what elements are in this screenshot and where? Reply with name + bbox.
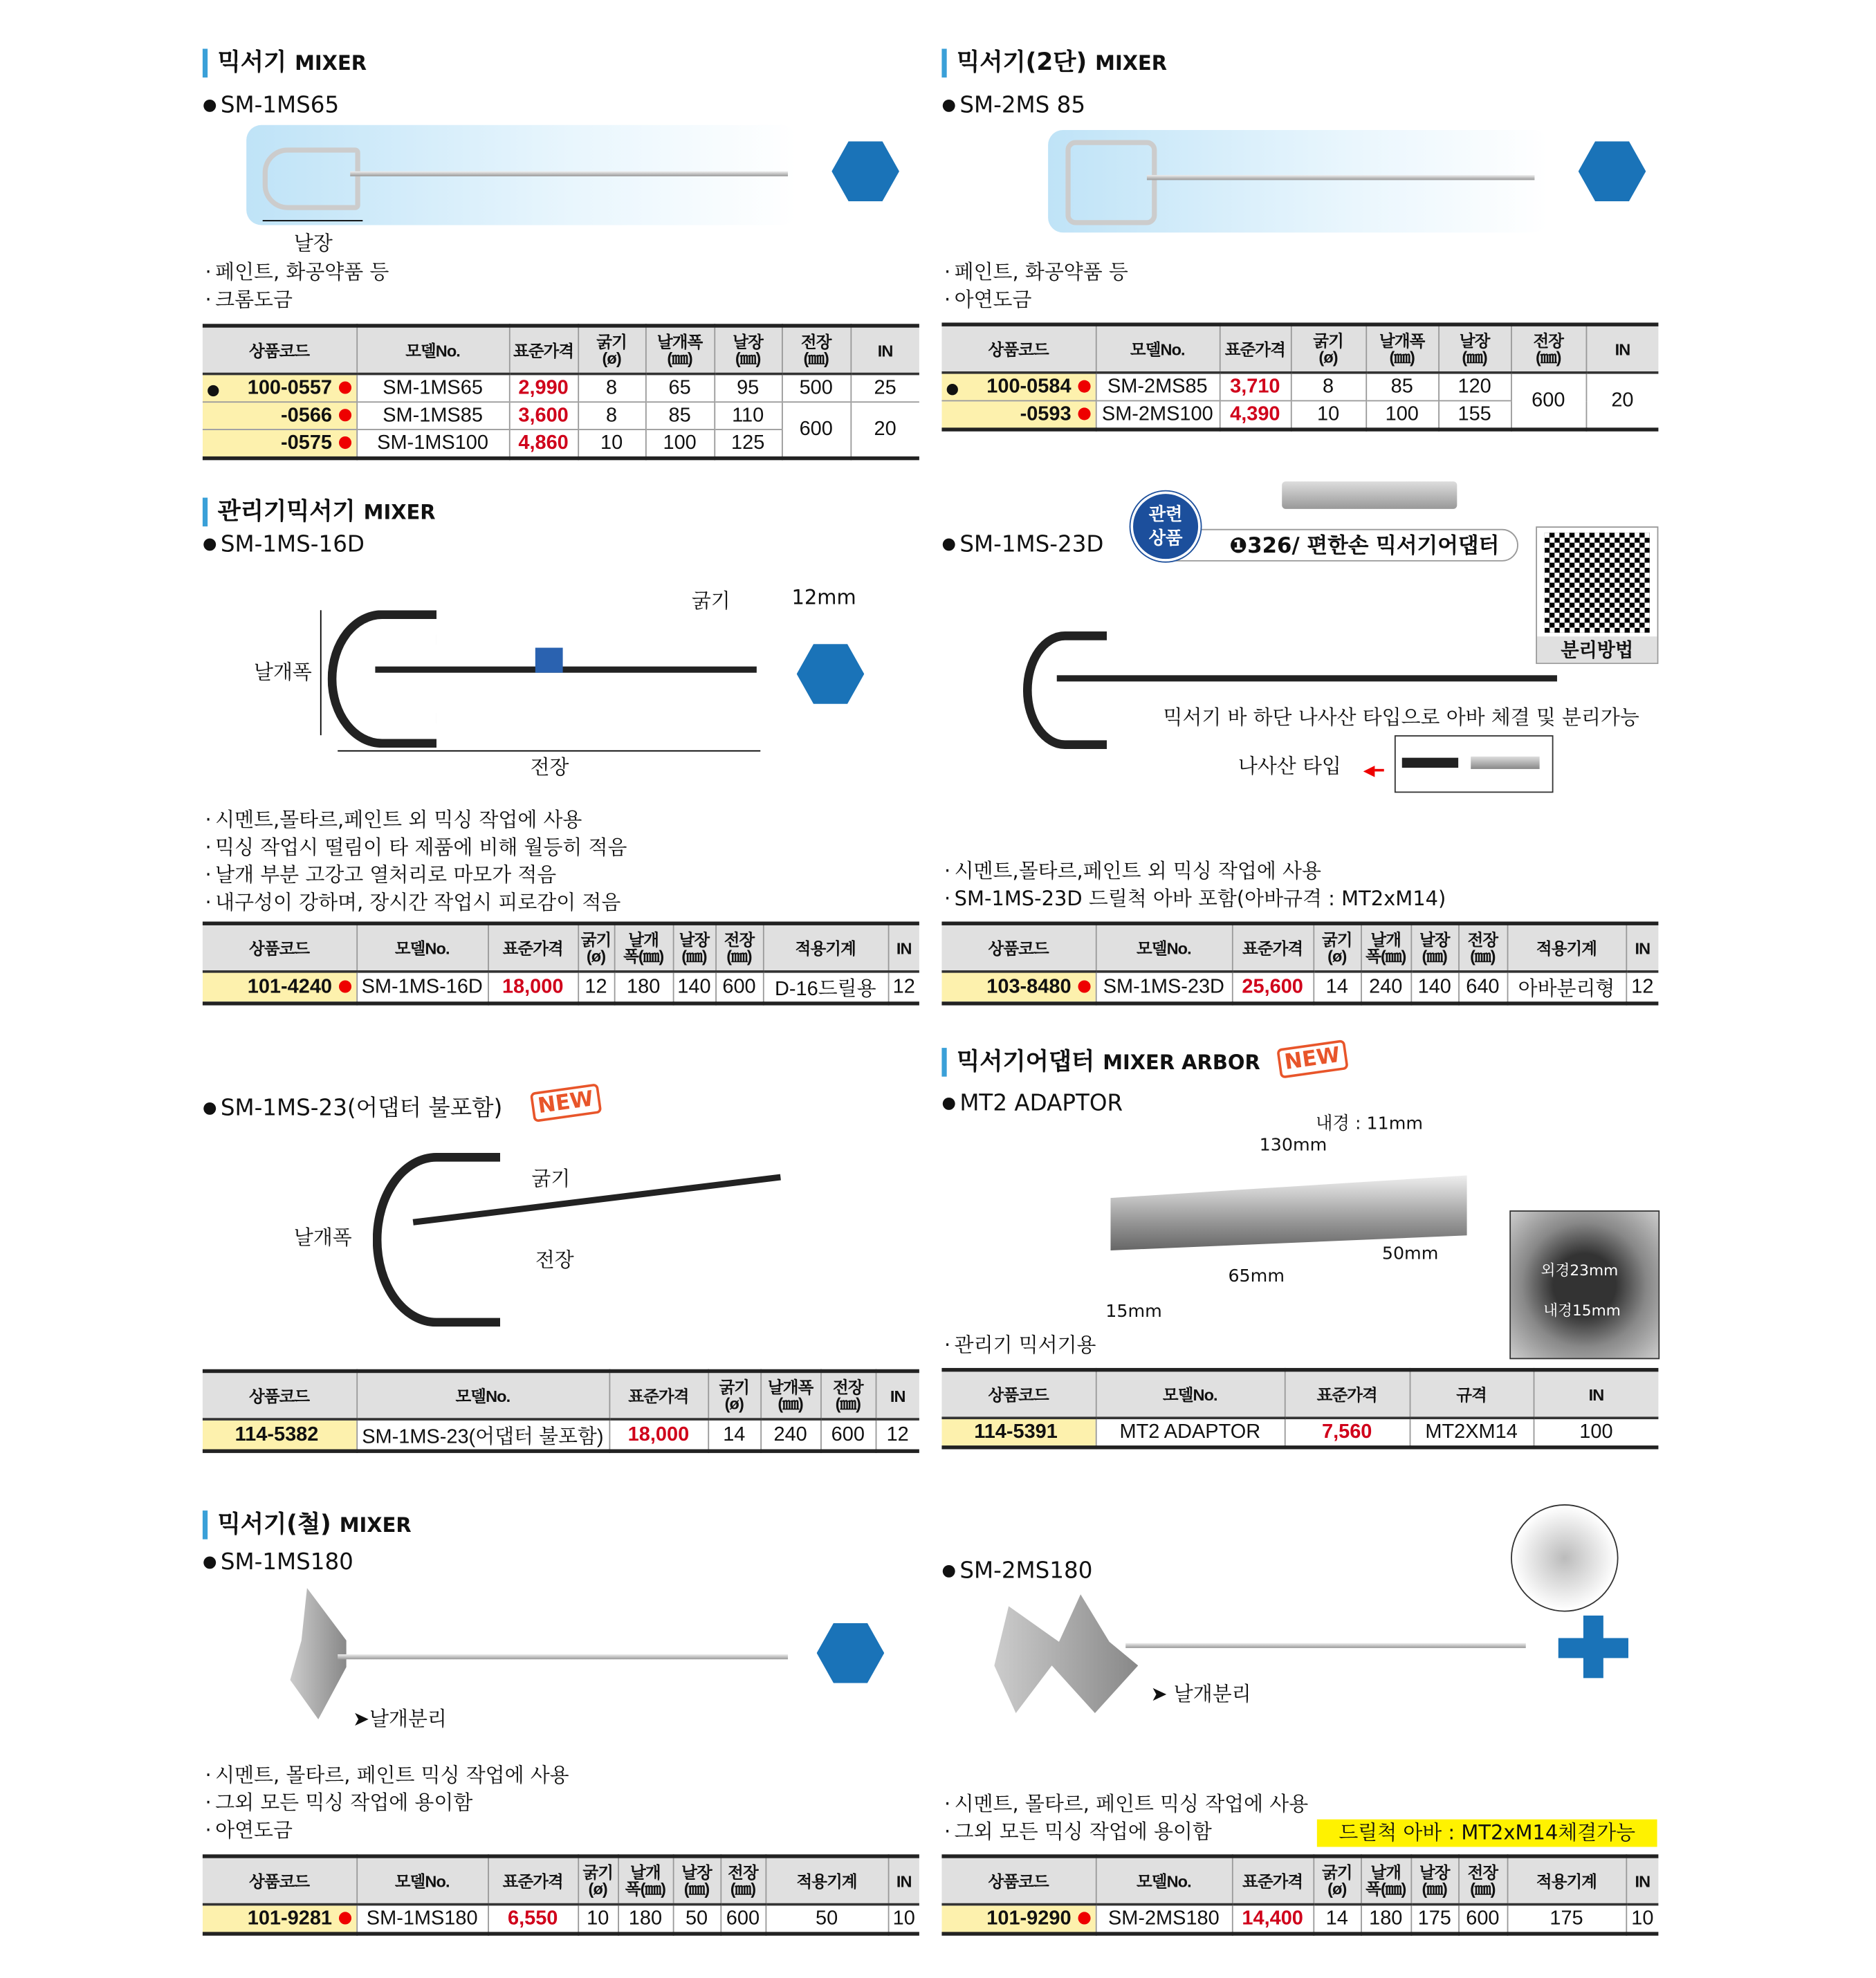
column-header: 모델No. bbox=[1096, 324, 1220, 373]
related-product-link[interactable]: ❶326/ 편한손 믹서기어댑터 bbox=[1176, 529, 1518, 562]
column-header: 상품코드 bbox=[203, 1856, 356, 1905]
table-cell: 8 bbox=[578, 402, 645, 429]
mixer-blade-image bbox=[1065, 140, 1157, 225]
description-text: 믹서기 바 하단 나사산 타입으로 아바 체결 및 분리가능 bbox=[1163, 705, 1639, 730]
product-label-sticker bbox=[535, 648, 563, 673]
product-code-cell bbox=[203, 1419, 356, 1451]
column-header: 날장 (㎜) bbox=[1438, 324, 1511, 373]
mixer-blade-image bbox=[994, 1594, 1138, 1713]
feature-list: · 시멘트, 몰타르, 페인트 믹싱 작업에 사용 · 그외 모든 믹싱 작업에 용이함 · 아연도금 bbox=[205, 1762, 569, 1844]
table-cell: 아바분리형 bbox=[1507, 972, 1626, 1004]
thread-detail-image bbox=[1395, 735, 1554, 793]
price-cell: 2,990 bbox=[509, 374, 578, 403]
table-cell: 120 bbox=[1438, 373, 1511, 401]
hexagon-shank-icon bbox=[817, 1623, 885, 1683]
thickness-label: 굵기 bbox=[691, 589, 730, 613]
column-header: 표준가격 bbox=[509, 326, 578, 374]
table-cell: 100 bbox=[645, 429, 714, 459]
stock-dot-icon bbox=[1078, 407, 1090, 420]
product-code: 103-8480 bbox=[986, 976, 1072, 997]
mixer-blade-image bbox=[263, 147, 360, 210]
table-cell: 14 bbox=[1313, 1905, 1361, 1934]
table-cell: 10 bbox=[1291, 400, 1365, 429]
table-row bbox=[941, 1418, 1658, 1447]
table-cell: SM-1MS-23(어댑터 불포함) bbox=[356, 1419, 609, 1451]
price-cell: 6,550 bbox=[488, 1905, 578, 1934]
column-header: 날장 (㎜) bbox=[673, 923, 715, 972]
spec-table-sm-2ms180 bbox=[941, 1854, 1658, 1936]
column-header: 모델No. bbox=[356, 923, 488, 972]
table-cell: 85 bbox=[1365, 373, 1438, 401]
model-name: ● MT2 ADAPTOR bbox=[941, 1091, 1123, 1117]
mixer-rod-image bbox=[1057, 675, 1557, 681]
column-header: 날개폭 (㎜) bbox=[645, 326, 714, 374]
qr-label: 분리방법 bbox=[1537, 636, 1657, 663]
price-cell: 3,600 bbox=[509, 402, 578, 429]
table-cell: 10 bbox=[578, 1905, 618, 1934]
price-cell: 4,860 bbox=[509, 429, 578, 459]
column-header: 굵기 (ø) bbox=[708, 1371, 760, 1419]
product-code-cell bbox=[941, 373, 1095, 401]
table-cell: 100 bbox=[1365, 400, 1438, 429]
column-header: 전장 (㎜) bbox=[720, 1856, 765, 1905]
column-header: 모델No. bbox=[356, 326, 509, 374]
column-header: 전장 (㎜) bbox=[1511, 324, 1585, 373]
table-header-row bbox=[941, 923, 1658, 972]
table-cell: D-16드릴용 bbox=[763, 972, 888, 1004]
mixer-rod-image bbox=[1147, 175, 1534, 180]
column-header: 날장 (㎜) bbox=[673, 1856, 721, 1905]
table-cell: SM-2MS100 bbox=[1096, 400, 1220, 429]
table-row bbox=[203, 374, 919, 403]
dimension-line bbox=[263, 220, 363, 221]
adapter-image bbox=[1111, 1176, 1467, 1250]
column-header: 굵기 (ø) bbox=[578, 923, 614, 972]
feature-list: · 시멘트, 몰타르, 페인트 믹싱 작업에 사용 · 그외 모든 믹싱 작업에 용이함 bbox=[944, 1791, 1308, 1846]
table-cell: 85 bbox=[645, 402, 714, 429]
column-header: 상품코드 bbox=[203, 326, 356, 374]
table-cell: 20 bbox=[1586, 373, 1659, 429]
table-cell: SM-1MS-16D bbox=[356, 972, 488, 1004]
section-title-mixer-2stage: 믹서기(2단) MIXER bbox=[941, 49, 1167, 78]
column-header: 상품코드 bbox=[941, 923, 1095, 972]
column-header: IN bbox=[888, 923, 919, 972]
table-cell: 20 bbox=[850, 402, 919, 458]
column-header: 전장 (㎜) bbox=[782, 326, 850, 374]
table-cell: SM-1MS65 bbox=[356, 374, 509, 403]
product-code: 101-4240 bbox=[247, 976, 333, 997]
dimension-line bbox=[320, 610, 322, 735]
column-header: IN bbox=[1626, 923, 1658, 972]
table-cell: SM-1MS100 bbox=[356, 429, 509, 459]
blade-separation-label: ➤날개분리 bbox=[352, 1706, 447, 1731]
price-cell: 7,560 bbox=[1285, 1418, 1410, 1447]
mixer-rod-image bbox=[338, 1654, 788, 1659]
table-header-row bbox=[203, 1371, 919, 1419]
product-code: -0593 bbox=[1020, 403, 1072, 425]
product-code-cell bbox=[203, 429, 356, 459]
qr-code-image bbox=[1545, 533, 1650, 633]
table-cell: 50 bbox=[673, 1905, 721, 1934]
table-row bbox=[203, 972, 919, 1004]
product-code: 100-0557 bbox=[247, 377, 333, 398]
table-cell: 240 bbox=[760, 1419, 820, 1451]
blade-separation-label: ➤ 날개분리 bbox=[1150, 1681, 1251, 1706]
stock-dot-icon bbox=[1078, 980, 1090, 992]
table-cell: 600 bbox=[715, 972, 763, 1004]
product-code: 114-5391 bbox=[974, 1421, 1058, 1443]
total-length-label: 전장 bbox=[530, 755, 569, 779]
column-header: IN bbox=[888, 1856, 919, 1905]
drill-chuck-note: 드릴척 아바 : MT2xM14체결가능 bbox=[1317, 1820, 1657, 1847]
column-header: 모델No. bbox=[356, 1371, 609, 1419]
column-header: IN bbox=[876, 1371, 919, 1419]
hexagon-shank-icon bbox=[831, 141, 899, 201]
wing-width-label: 날개폭 bbox=[293, 1225, 352, 1250]
column-header: 표준가격 bbox=[488, 1856, 578, 1905]
hexagon-shank-icon bbox=[1579, 141, 1646, 201]
stock-dot-icon bbox=[338, 1912, 351, 1924]
product-code-cell bbox=[203, 402, 356, 429]
hexagon-shank-icon bbox=[797, 644, 865, 704]
adapter-image bbox=[1282, 481, 1457, 509]
table-cell: MT2 ADAPTOR bbox=[1096, 1418, 1285, 1447]
table-row bbox=[203, 402, 919, 429]
column-header: 날개폭 (㎜) bbox=[760, 1371, 820, 1419]
outer-diameter-label: 외경23mm bbox=[1541, 1261, 1619, 1279]
table-cell: 155 bbox=[1438, 400, 1511, 429]
feature-list: · 관리기 믹서기용 bbox=[944, 1332, 1096, 1360]
price-cell: 25,600 bbox=[1232, 972, 1314, 1004]
length-65-label: 65mm bbox=[1228, 1266, 1285, 1287]
table-cell: 12 bbox=[578, 972, 614, 1004]
thread-type-label: 나사산 타입 bbox=[1238, 754, 1341, 778]
product-code-cell bbox=[203, 972, 356, 1004]
feature-list: · 페인트, 화공약품 등 · 아연도금 bbox=[944, 259, 1128, 314]
spec-table-sm-1ms180 bbox=[203, 1854, 919, 1936]
new-badge: NEW bbox=[1276, 1039, 1348, 1079]
table-cell: 140 bbox=[673, 972, 715, 1004]
new-badge: NEW bbox=[530, 1083, 602, 1122]
spec-table-mt2-adaptor bbox=[941, 1368, 1658, 1450]
column-header: 적용기계 bbox=[1507, 923, 1626, 972]
column-header: 표준가격 bbox=[488, 923, 578, 972]
table-cell: SM-2MS85 bbox=[1096, 373, 1220, 401]
column-header: 굵기 (ø) bbox=[578, 326, 645, 374]
product-code: 101-9290 bbox=[986, 1907, 1072, 1929]
mixer-blade-image bbox=[1023, 631, 1107, 749]
product-code: 114-5382 bbox=[234, 1423, 319, 1445]
spec-table-sm-2ms bbox=[941, 322, 1658, 431]
spec-table-sm-1ms-23 bbox=[203, 1369, 919, 1453]
table-row bbox=[941, 373, 1658, 401]
stock-dot-icon bbox=[338, 980, 351, 992]
column-header: 날개 폭(㎜) bbox=[614, 923, 673, 972]
table-header-row bbox=[203, 326, 919, 374]
column-header: 적용기계 bbox=[1507, 1856, 1626, 1905]
related-product-badge: 관련 상품 bbox=[1130, 492, 1200, 562]
feature-list: · 시멘트,몰타르,페인트 외 믹싱 작업에 사용 · SM-1MS-23D 드릴척 아바 포함(아바규격 : MT2xM14) bbox=[944, 858, 1446, 913]
new-item-dot-icon bbox=[208, 385, 219, 396]
mixer-blade-image bbox=[328, 610, 436, 748]
column-header: 굵기 (ø) bbox=[578, 1856, 618, 1905]
table-cell: SM-1MS-23D bbox=[1096, 972, 1232, 1004]
table-header-row bbox=[203, 1856, 919, 1905]
model-name: ● SM-1MS65 bbox=[203, 93, 339, 119]
qr-code-box[interactable] bbox=[1536, 526, 1658, 664]
table-row bbox=[203, 1419, 919, 1451]
table-cell: MT2XM14 bbox=[1410, 1418, 1534, 1447]
column-header: 날개 폭(㎜) bbox=[618, 1856, 673, 1905]
inner-diameter-label: 내경 : 11mm bbox=[1316, 1113, 1424, 1134]
column-header: 전장 (㎜) bbox=[1458, 1856, 1507, 1905]
table-cell: 12 bbox=[876, 1419, 919, 1451]
column-header: 날장 (㎜) bbox=[1410, 1856, 1458, 1905]
column-header: 전장 (㎜) bbox=[715, 923, 763, 972]
column-header: 규격 bbox=[1410, 1370, 1534, 1418]
table-cell: 140 bbox=[1410, 972, 1458, 1004]
model-name: ● SM-1MS-23D bbox=[941, 531, 1103, 557]
section-title-mixer: 믹서기 MIXER bbox=[203, 49, 367, 78]
table-cell: 600 bbox=[720, 1905, 765, 1934]
column-header: 표준가격 bbox=[1285, 1370, 1410, 1418]
product-code: 101-9281 bbox=[247, 1907, 333, 1929]
table-cell: 12 bbox=[888, 972, 919, 1004]
column-header: 모델No. bbox=[1096, 1370, 1285, 1418]
table-cell: SM-1MS180 bbox=[356, 1905, 488, 1934]
table-cell: 125 bbox=[714, 429, 782, 459]
thickness-label: 굵기 bbox=[531, 1166, 571, 1191]
table-cell: 600 bbox=[782, 402, 850, 458]
mixer-rod-image bbox=[1125, 1643, 1526, 1648]
table-cell: 14 bbox=[708, 1419, 760, 1451]
price-cell: 3,710 bbox=[1220, 373, 1291, 401]
column-header: 모델No. bbox=[356, 1856, 488, 1905]
hex-size-label: 12mm bbox=[791, 585, 856, 609]
column-header: 상품코드 bbox=[203, 923, 356, 972]
table-cell: 10 bbox=[578, 429, 645, 459]
column-header: 상품코드 bbox=[941, 324, 1095, 373]
table-cell: SM-1MS85 bbox=[356, 402, 509, 429]
table-cell: 180 bbox=[1361, 1905, 1410, 1934]
table-row bbox=[941, 1905, 1658, 1934]
total-length-label: 전장 bbox=[535, 1248, 574, 1272]
table-cell: 10 bbox=[1626, 1905, 1658, 1934]
price-cell: 18,000 bbox=[488, 972, 578, 1004]
column-header: 날개 폭(㎜) bbox=[1361, 1856, 1410, 1905]
column-header: 표준가격 bbox=[1220, 324, 1291, 373]
model-name: ● SM-1MS-16D bbox=[203, 531, 365, 557]
column-header: 굵기 (ø) bbox=[1313, 1856, 1361, 1905]
table-cell: 65 bbox=[645, 374, 714, 403]
stock-dot-icon bbox=[338, 381, 351, 394]
product-code-cell bbox=[941, 972, 1095, 1004]
inner-diameter-end-label: 내경15mm bbox=[1543, 1302, 1621, 1320]
column-header: IN bbox=[1534, 1370, 1659, 1418]
table-cell: 12 bbox=[1626, 972, 1658, 1004]
feature-list: · 페인트, 화공약품 등 · 크롬도금 bbox=[205, 259, 389, 314]
section-title-mixer-arbor: 믹서기어댑터 MIXER ARBOR bbox=[941, 1048, 1260, 1077]
table-cell: 180 bbox=[618, 1905, 673, 1934]
column-header: 상품코드 bbox=[203, 1371, 356, 1419]
table-header-row bbox=[941, 1370, 1658, 1418]
product-code-cell bbox=[941, 1418, 1095, 1447]
product-code-cell bbox=[203, 374, 356, 403]
arrow-left-icon: ◀━ bbox=[1363, 761, 1384, 779]
table-cell: 14 bbox=[1313, 972, 1361, 1004]
table-cell: 8 bbox=[578, 374, 645, 403]
mixer-blade-image bbox=[373, 1153, 500, 1327]
column-header: 굵기 (ø) bbox=[1313, 923, 1361, 972]
column-header: 적용기계 bbox=[765, 1856, 888, 1905]
table-header-row bbox=[203, 923, 919, 972]
table-cell: 600 bbox=[1511, 373, 1585, 429]
table-cell: 8 bbox=[1291, 373, 1365, 401]
column-header: 날개폭 (㎜) bbox=[1365, 324, 1438, 373]
table-cell: 95 bbox=[714, 374, 782, 403]
price-cell: 4,390 bbox=[1220, 400, 1291, 429]
column-header: 모델No. bbox=[1096, 923, 1232, 972]
bolt-detail-image bbox=[1511, 1504, 1618, 1611]
column-header: IN bbox=[1586, 324, 1659, 373]
column-header: 전장 (㎜) bbox=[1458, 923, 1507, 972]
model-name: ● SM-1MS-23(어댑터 불포함) bbox=[203, 1091, 502, 1123]
length-15-label: 15mm bbox=[1105, 1302, 1162, 1322]
table-cell: 50 bbox=[765, 1905, 888, 1934]
stock-dot-icon bbox=[1078, 1912, 1090, 1924]
table-cell: 600 bbox=[1458, 1905, 1507, 1934]
product-code: -0566 bbox=[281, 404, 333, 426]
column-header: 표준가격 bbox=[609, 1371, 708, 1419]
new-item-dot-icon bbox=[947, 383, 958, 394]
column-header: 날장 (㎜) bbox=[714, 326, 782, 374]
spec-table-sm-1ms-23d bbox=[941, 921, 1658, 1005]
table-cell: 175 bbox=[1410, 1905, 1458, 1934]
column-header: 적용기계 bbox=[763, 923, 888, 972]
product-code: 100-0584 bbox=[986, 376, 1072, 398]
stock-dot-icon bbox=[338, 408, 351, 420]
column-header: 상품코드 bbox=[941, 1856, 1095, 1905]
section-title-cultivator-mixer: 관리기믹서기 MIXER bbox=[203, 498, 436, 527]
stock-dot-icon bbox=[1078, 380, 1090, 392]
column-header: 상품코드 bbox=[941, 1370, 1095, 1418]
column-header: 날개 폭(㎜) bbox=[1361, 923, 1410, 972]
model-name: ● SM-2MS 85 bbox=[941, 93, 1085, 119]
table-cell: 175 bbox=[1507, 1905, 1626, 1934]
table-cell: 640 bbox=[1458, 972, 1507, 1004]
table-cell: SM-2MS180 bbox=[1096, 1905, 1232, 1934]
table-cell: 10 bbox=[888, 1905, 919, 1934]
model-name: ● SM-2MS180 bbox=[941, 1558, 1092, 1584]
table-cell: 500 bbox=[782, 374, 850, 403]
price-cell: 14,400 bbox=[1232, 1905, 1314, 1934]
product-code-cell bbox=[203, 1905, 356, 1934]
column-header: IN bbox=[850, 326, 919, 374]
table-header-row bbox=[941, 1856, 1658, 1905]
length-130-label: 130mm bbox=[1259, 1135, 1327, 1156]
column-header: 표준가격 bbox=[1232, 923, 1314, 972]
price-cell: 18,000 bbox=[609, 1419, 708, 1451]
wing-width-label: 날개폭 bbox=[254, 660, 312, 684]
column-header: 모델No. bbox=[1096, 1856, 1232, 1905]
cross-shank-icon-vertical bbox=[1583, 1616, 1603, 1678]
mixer-rod-image bbox=[375, 667, 756, 673]
length-50-label: 50mm bbox=[1381, 1244, 1439, 1264]
table-row bbox=[203, 1905, 919, 1934]
column-header: 굵기 (ø) bbox=[1291, 324, 1365, 373]
table-header-row bbox=[941, 324, 1658, 373]
product-code: -0575 bbox=[281, 432, 333, 454]
feature-list: · 시멘트,몰타르,페인트 외 믹싱 작업에 사용 · 믹싱 작업시 떨림이 타 제품에 비해 월등히 적음 · 날개 부분 고강고 열처리로 마모가 적음 · 내구성이 강하며, 장시간 작업시 피로감이 적음 bbox=[205, 806, 627, 916]
blade-length-label: 날장 bbox=[293, 231, 333, 255]
adapter-end-image bbox=[1509, 1210, 1659, 1359]
column-header: 날장 (㎜) bbox=[1410, 923, 1458, 972]
table-cell: 240 bbox=[1361, 972, 1410, 1004]
mixer-rod-image bbox=[350, 172, 788, 176]
model-name: ● SM-1MS180 bbox=[203, 1549, 353, 1575]
spec-table-sm-1ms65 bbox=[203, 324, 919, 460]
table-cell: 100 bbox=[1534, 1418, 1659, 1447]
product-code-cell bbox=[941, 400, 1095, 429]
column-header: 표준가격 bbox=[1232, 1856, 1314, 1905]
table-row bbox=[941, 972, 1658, 1004]
table-cell: 25 bbox=[850, 374, 919, 403]
table-cell: 110 bbox=[714, 402, 782, 429]
section-title-mixer-steel: 믹서기(철) MIXER bbox=[203, 1510, 412, 1540]
table-cell: 180 bbox=[614, 972, 673, 1004]
table-cell: 600 bbox=[820, 1419, 876, 1451]
product-code-cell bbox=[941, 1905, 1095, 1934]
column-header: 전장 (㎜) bbox=[820, 1371, 876, 1419]
stock-dot-icon bbox=[338, 436, 351, 448]
spec-table-sm-1ms-16d bbox=[203, 921, 919, 1005]
column-header: IN bbox=[1626, 1856, 1658, 1905]
